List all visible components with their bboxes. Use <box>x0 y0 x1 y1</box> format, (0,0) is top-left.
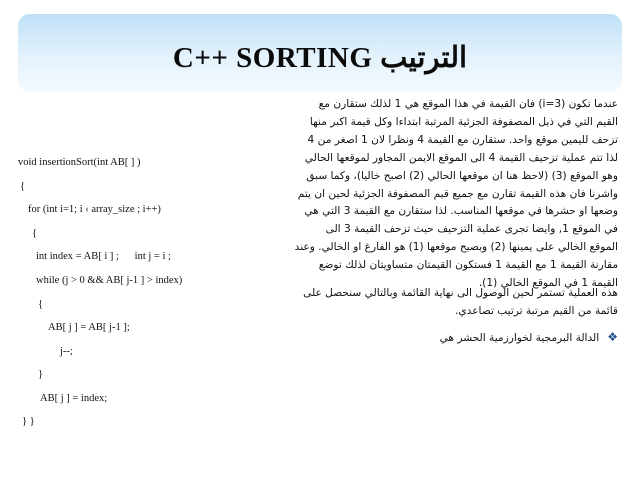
code-line: { <box>32 228 38 239</box>
code-line: { <box>20 181 26 192</box>
bullet-text: الدالة البرمجية لخوارزمية الحشر هي <box>439 332 600 344</box>
code-line: for (int i=1; i ‹ array_size ; i++) <box>28 204 161 215</box>
code-line: AB[ j ] = AB[ j-1 ]; <box>48 322 130 333</box>
title-band <box>18 14 622 92</box>
code-line: { <box>38 299 44 310</box>
code-line: j--; <box>60 346 73 357</box>
bullet-item <box>294 330 618 344</box>
code-line: void insertionSort(int AB[ ] ) <box>18 157 141 168</box>
code-line: AB[ j ] = index; <box>40 393 108 404</box>
conclusion-paragraph: هذه العملية تستمر لحين الوصول الى نهاية القائمة وبالتالي سنحصل على قائمة من القيم مرتبة ترتيب تصاعدي. <box>303 287 618 317</box>
code-line: while (j > 0 && AB[ j-1 ] > index) <box>36 275 183 286</box>
diamond-bullet-icon: ❖ <box>607 330 618 344</box>
code-line: } } <box>22 416 35 427</box>
explanation-paragraph: عندما تكون (i=3) فان القيمة في هذا الموقع هي 1 لذلك ستقارن مع القيم التي في ذيل المصفوفة الجزئية المرتبة ابتداءا وكل قيمة اكبر منها تزحف لليمين موقع واحد. ستقارن مع القيمة 4 ونظرا لان 1 اصغر من 4 لذا تتم عملية تزحيف القيمة 4 الى الموقع الايمن المجاور لموقعها الحالي وهو الموقع (3) (لاحظ هنا ان موقعها الحالي (2) اصبح خاليا)، وكما سبق واشرنا فان هذه القيمة تقارن مع جميع قيم المصفوفة الجزئية لحين ان يتم وضعها او حشرها في موقعها المناسب. لذا ستقارن مع القيمة 3 التي هي في الموقع 1, وايضا تجرى عملية التزحيف حيث تزحف القيمة 3 الى الموقع الخالي على يمينها (2) وبصبح موقعها (1) هو الفارغ او الخالي. وعند مقارنة القيمة 1 مع القيمة 1 فستكون القيمتان متساويتان لذلك توضع القيمة 1 في الموقع الخالي (1). <box>294 98 618 290</box>
slide-title: C++ SORTING الترتيب <box>172 42 468 74</box>
code-line: } <box>38 369 44 380</box>
code-line: int index = AB[ i ] ; int j = i ; <box>36 251 171 262</box>
